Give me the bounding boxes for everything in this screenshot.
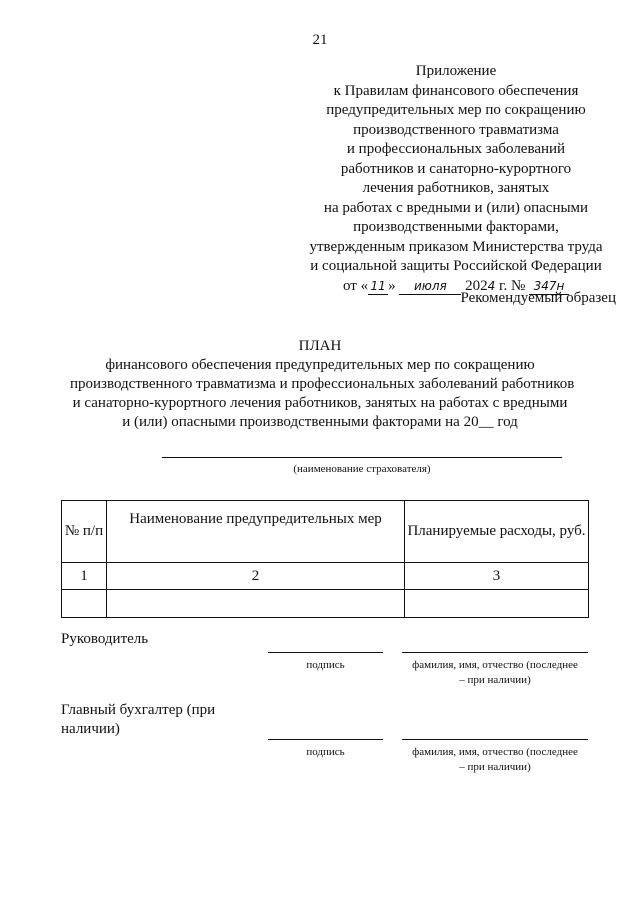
- plan-table: [61, 500, 589, 618]
- table-header-row: [62, 501, 589, 563]
- appendix-line: и социальной защиты Российской Федерации: [310, 258, 602, 274]
- accountant-name-caption: фамилия, имя, отчество (последнее – при наличии): [412, 746, 578, 773]
- year-prefix: 202: [465, 277, 488, 294]
- appendix-line: работников и санаторно-курортного: [340, 160, 572, 177]
- subtitle-line: и санаторно-курортного лечения работников, занятых на работах с вредными: [72, 395, 568, 411]
- head-signature-caption: подпись: [306, 659, 345, 671]
- date-mid: »: [388, 277, 396, 294]
- subtitle-line: и (или) опасными производственными факторами на 20__ год: [122, 414, 518, 430]
- sample-label: Рекомендуемый образец: [460, 290, 616, 306]
- appendix-line: производственного травматизма: [353, 121, 559, 138]
- date-prefix: от «: [342, 277, 369, 294]
- table-cell[interactable]: [62, 590, 107, 618]
- column-number-cell: 2: [107, 563, 405, 590]
- head-name-line[interactable]: [402, 652, 588, 653]
- table-row: [62, 563, 589, 590]
- accountant-signature-caption: подпись: [306, 746, 345, 758]
- appendix-line: предупредительных мер по сокращению: [326, 102, 586, 118]
- appendix-line: к Правилам финансового обеспечения: [333, 82, 579, 99]
- order-month: июля: [399, 279, 461, 295]
- header-expenses: Планируемые расходы, руб.: [405, 501, 589, 563]
- table-cell[interactable]: [107, 590, 405, 618]
- order-number: 347н: [529, 279, 569, 295]
- column-number-cell: 3: [405, 563, 589, 590]
- header-number: № п/п: [62, 501, 107, 563]
- accountant-title: Главный бухгалтер (при наличии): [61, 702, 216, 737]
- column-number-cell: 1: [62, 563, 107, 590]
- subtitle-line: финансового обеспечения предупредительных мер по сокращению: [105, 357, 535, 373]
- table-row: [62, 590, 589, 618]
- appendix-line: лечения работников, занятых: [362, 180, 550, 196]
- page-number: 21: [312, 32, 328, 48]
- plan-subtitle: [70, 356, 575, 432]
- subtitle-line: производственного травматизма и профессиональных заболеваний работников: [70, 376, 575, 392]
- appendix-line: производственными факторами,: [353, 219, 559, 235]
- appendix-line: на работах с вредными и (или) опасными: [323, 199, 589, 216]
- accountant-name-line[interactable]: [402, 739, 588, 740]
- header-measures: Наименование предупредительных мер: [107, 501, 405, 563]
- head-title: Руководитель: [61, 631, 149, 647]
- order-number-label: г. №: [498, 277, 526, 294]
- plan-title: ПЛАН: [298, 338, 342, 354]
- head-signature-line[interactable]: [268, 652, 383, 653]
- year-suffix: 4: [487, 278, 496, 293]
- insurer-caption: (наименование страхователя): [293, 463, 431, 475]
- table-cell[interactable]: [405, 590, 589, 618]
- appendix-header: [250, 62, 640, 296]
- appendix-line: утвержденным приказом Министерства труда: [309, 238, 603, 255]
- appendix-line: Приложение: [415, 63, 497, 79]
- accountant-signature-line[interactable]: [268, 739, 383, 740]
- insurer-name-line: [162, 457, 562, 458]
- order-day: 11: [368, 279, 388, 295]
- appendix-line: и профессиональных заболеваний: [346, 141, 566, 157]
- head-name-caption: фамилия, имя, отчество (последнее – при наличии): [412, 659, 578, 686]
